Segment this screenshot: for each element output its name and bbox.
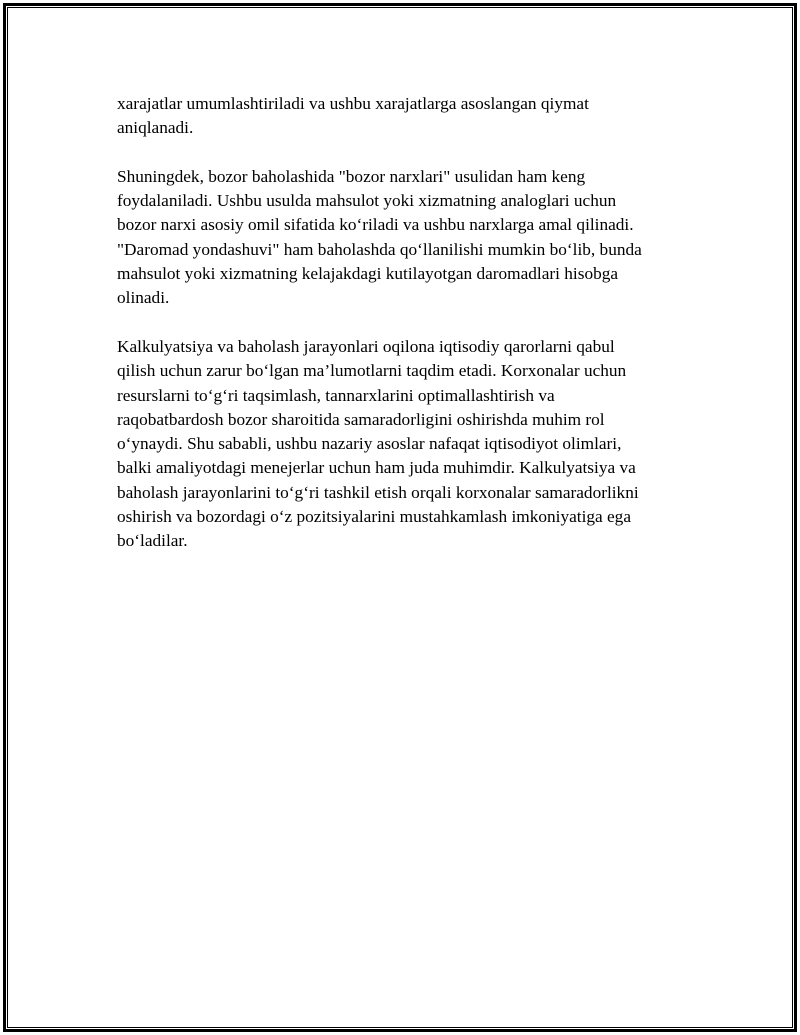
text-line: o‘ynaydi. Shu sababli, ushbu nazariy asoslar nafaqat iqtisodiyot olimlari, bbox=[117, 434, 622, 454]
text-line: olinadi. bbox=[117, 288, 170, 308]
text-line: oshirish va bozordagi o‘z pozitsiyalarini mustahkamlash imkoniyatiga ega bbox=[117, 507, 631, 527]
text-line: Shuningdek, bozor baholashida "bozor narxlari" usulidan ham keng bbox=[117, 166, 586, 186]
text-line: mahsulot yoki xizmatning kelajakdagi kutilayotgan daromadlari hisobga bbox=[117, 264, 619, 284]
text-line: raqobatbardosh bozor sharoitida samaradorligini oshirishda muhim rol bbox=[117, 409, 605, 429]
text-line: Kalkulyatsiya va baholash jarayonlari oqilona iqtisodiy qarorlarni qabul bbox=[117, 336, 615, 356]
text-line: "Daromad yondashuvi" ham baholashda qo‘llanilishi mumkin bo‘lib, bunda bbox=[117, 239, 642, 259]
text-line: balki amaliyotdagi menejerlar uchun ham juda muhimdir. Kalkulyatsiya va bbox=[117, 458, 636, 478]
paragraph-1 bbox=[117, 92, 697, 141]
text-line: aniqlanadi. bbox=[117, 118, 194, 138]
document-body bbox=[117, 92, 697, 578]
text-line: baholash jarayonlarini to‘g‘ri tashkil etish orqali korxonalar samaradorlikni bbox=[117, 482, 639, 502]
text-line: xarajatlar umumlashtiriladi va ushbu xarajatlarga asoslangan qiymat bbox=[117, 94, 589, 113]
text-line: qilish uchun zarur bo‘lgan ma’lumotlarni taqdim etadi. Korxonalar uchun bbox=[117, 361, 627, 381]
text-line: foydalaniladi. Ushbu usulda mahsulot yoki xizmatning analoglari uchun bbox=[117, 191, 617, 211]
paragraph-3 bbox=[117, 335, 697, 554]
paragraph-2 bbox=[117, 165, 697, 311]
text-line: resurslarni to‘g‘ri taqsimlash, tannarxlarini optimallashtirish va bbox=[117, 385, 555, 405]
text-line: bo‘ladilar. bbox=[117, 531, 188, 551]
text-line: bozor narxi asosiy omil sifatida ko‘riladi va ushbu narxlarga amal qilinadi. bbox=[117, 215, 634, 235]
